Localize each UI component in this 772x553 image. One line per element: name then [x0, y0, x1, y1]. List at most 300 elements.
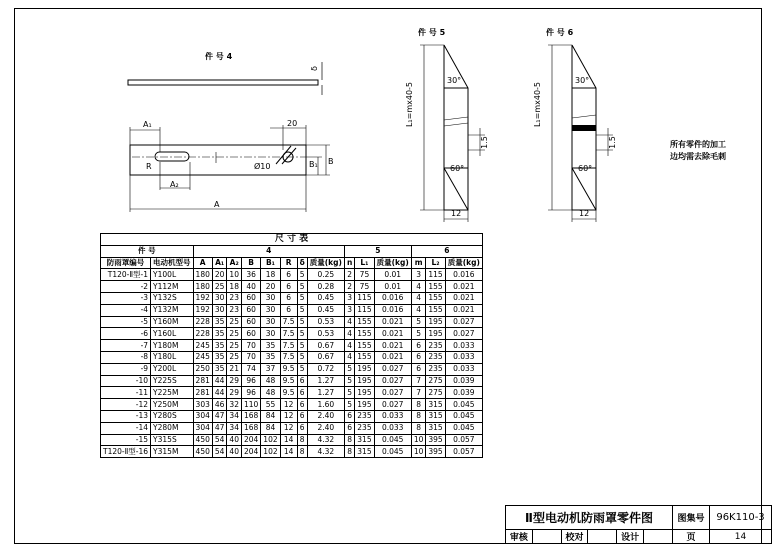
table-cell: Y250M [151, 399, 194, 411]
page-number: 14 [710, 530, 772, 544]
dim-a2: A₂ [170, 180, 179, 189]
table-cell: 4 [411, 292, 426, 304]
table-cell: 0.027 [374, 375, 411, 387]
table-cell: 2 [344, 269, 354, 281]
table-cell: 23 [227, 304, 242, 316]
table-cell: -9 [101, 363, 151, 375]
table-cell: -13 [101, 410, 151, 422]
table-cell: 35 [212, 328, 227, 340]
table-cell: 12 [280, 399, 297, 411]
table-cell: 192 [193, 292, 212, 304]
table-row [101, 399, 483, 411]
part4-side-view [128, 62, 322, 95]
table-cell: -12 [101, 399, 151, 411]
part6-view [548, 45, 613, 222]
table-cell: 48 [261, 375, 280, 387]
table-cell: 0.53 [307, 328, 344, 340]
table-cell: 304 [193, 410, 212, 422]
table-cell: 40 [227, 446, 242, 458]
column-header: B [241, 257, 260, 269]
page-label: 页 [673, 530, 710, 544]
table-cell: 7.5 [280, 340, 297, 352]
table-cell: 8 [411, 422, 426, 434]
table-cell: 315 [426, 422, 445, 434]
table-cell: 4 [344, 340, 354, 352]
table-cell: 10 [411, 446, 426, 458]
table-cell: 9.5 [280, 387, 297, 399]
table-cell: 0.027 [445, 328, 482, 340]
table-cell: 195 [355, 399, 374, 411]
table-cell: 25 [227, 340, 242, 352]
table-cell: 315 [355, 434, 374, 446]
table-cell: 155 [426, 292, 445, 304]
table-cell: -15 [101, 434, 151, 446]
table-cell: 20 [261, 281, 280, 293]
dim-20: 20 [287, 119, 298, 128]
table-cell: 30 [261, 292, 280, 304]
table-cell: 5 [297, 304, 307, 316]
table-cell: 20 [212, 269, 227, 281]
table-cell: 8 [297, 434, 307, 446]
dim-l1-part5: L₁=mx40-5 [405, 81, 415, 128]
table-cell: 6 [297, 387, 307, 399]
table-cell: 6 [297, 422, 307, 434]
table-cell: 9.5 [280, 363, 297, 375]
table-cell: 75 [355, 269, 374, 281]
table-cell: 1.27 [307, 387, 344, 399]
table-cell: 6 [297, 375, 307, 387]
part4-plan-view [130, 125, 330, 212]
table-cell: 34 [227, 422, 242, 434]
table-cell: 450 [193, 446, 212, 458]
table-cell: 0.021 [374, 351, 411, 363]
table-row [101, 351, 483, 363]
table-cell: 5 [297, 281, 307, 293]
table-cell: 0.021 [445, 292, 482, 304]
table-cell: 21 [227, 363, 242, 375]
table-cell: -7 [101, 340, 151, 352]
table-cell: 2 [344, 281, 354, 293]
table-row [101, 410, 483, 422]
table-cell: 168 [241, 422, 260, 434]
check-label: 校对 [561, 530, 588, 544]
table-cell: 0.045 [374, 446, 411, 458]
table-cell: Y112M [151, 281, 194, 293]
column-header: m [411, 257, 426, 269]
table-cell: 6 [344, 422, 354, 434]
atlas-number: 96K110-3 [710, 506, 772, 530]
table-cell: Y160L [151, 328, 194, 340]
table-cell: 155 [355, 316, 374, 328]
table-cell: -3 [101, 292, 151, 304]
table-cell: 44 [212, 387, 227, 399]
check-signature [588, 530, 617, 544]
column-header: B₁ [261, 257, 280, 269]
column-header: R [280, 257, 297, 269]
table-row [101, 387, 483, 399]
table-cell: 7 [411, 387, 426, 399]
table-cell: Y132M [151, 304, 194, 316]
table-cell: 304 [193, 422, 212, 434]
table-cell: 0.021 [374, 328, 411, 340]
review-signature [532, 530, 561, 544]
table-cell: 102 [261, 434, 280, 446]
dim-1-5-part5: 1.5 [479, 136, 489, 149]
table-cell: T120-Ⅱ型-1 [101, 269, 151, 281]
table-cell: 14 [280, 446, 297, 458]
dim-phi10: Ø10 [254, 162, 271, 171]
table-cell: 245 [193, 351, 212, 363]
table-row [101, 328, 483, 340]
table-cell: 6 [411, 363, 426, 375]
table-cell: Y160M [151, 316, 194, 328]
table-cell: 110 [241, 399, 260, 411]
table-row [101, 422, 483, 434]
column-header: A₂ [227, 257, 242, 269]
table-cell: 0.027 [374, 387, 411, 399]
table-cell: 37 [261, 363, 280, 375]
table-cell: 204 [241, 446, 260, 458]
table-cell: 35 [212, 340, 227, 352]
dim-60-part6: 60° [578, 164, 593, 173]
table-cell: 0.45 [307, 292, 344, 304]
table-cell: 5 [297, 292, 307, 304]
table-cell: 228 [193, 328, 212, 340]
table-cell: 315 [355, 446, 374, 458]
table-cell: 102 [261, 446, 280, 458]
dim-delta: δ [309, 66, 319, 71]
table-cell: 14 [280, 434, 297, 446]
table-cell: 315 [426, 399, 445, 411]
table-cell: 0.045 [374, 434, 411, 446]
design-signature [644, 530, 673, 544]
table-group-row: 件 号 4 5 6 [101, 245, 483, 257]
table-cell: 46 [212, 399, 227, 411]
dim-30-part6: 30° [575, 76, 590, 85]
table-cell: 25 [227, 316, 242, 328]
table-cell: 192 [193, 304, 212, 316]
table-row [101, 281, 483, 293]
dim-12-part6: 12 [579, 209, 590, 218]
table-cell: 275 [426, 387, 445, 399]
table-cell: 7.5 [280, 316, 297, 328]
table-cell: 195 [426, 328, 445, 340]
table-row [101, 269, 483, 281]
table-cell: Y200L [151, 363, 194, 375]
table-cell: 96 [241, 387, 260, 399]
table-cell: 1.60 [307, 399, 344, 411]
column-header: L₂ [426, 257, 445, 269]
title-block [505, 505, 772, 544]
table-cell: 5 [297, 269, 307, 281]
table-cell: 60 [241, 328, 260, 340]
table-cell: 235 [426, 351, 445, 363]
table-cell: 18 [261, 269, 280, 281]
table-cell: 0.033 [445, 351, 482, 363]
table-cell: 47 [212, 410, 227, 422]
table-cell: 12 [280, 422, 297, 434]
table-cell: -10 [101, 375, 151, 387]
table-cell: 23 [227, 292, 242, 304]
table-cell: 60 [241, 316, 260, 328]
table-cell: 0.45 [307, 304, 344, 316]
table-cell: 75 [355, 281, 374, 293]
table-cell: 54 [212, 446, 227, 458]
table-cell: 0.027 [374, 399, 411, 411]
table-cell: 74 [241, 363, 260, 375]
table-cell: 35 [212, 363, 227, 375]
table-cell: 6 [280, 292, 297, 304]
table-cell: 204 [241, 434, 260, 446]
dim-r: R [146, 162, 152, 171]
table-cell: 12 [280, 410, 297, 422]
table-cell: 5 [297, 316, 307, 328]
table-row [101, 316, 483, 328]
table-row [101, 304, 483, 316]
table-cell: 281 [193, 387, 212, 399]
table-cell: 30 [261, 316, 280, 328]
table-cell: 450 [193, 434, 212, 446]
table-cell: 195 [426, 316, 445, 328]
table-cell: 44 [212, 375, 227, 387]
table-cell: 54 [212, 434, 227, 446]
table-cell: 60 [241, 304, 260, 316]
table-cell: 30 [212, 304, 227, 316]
table-cell: 1.27 [307, 375, 344, 387]
table-cell: 4 [411, 281, 426, 293]
dim-30-part5: 30° [447, 76, 462, 85]
dimension-table [100, 233, 483, 458]
table-cell: 5 [344, 375, 354, 387]
table-cell: 35 [212, 316, 227, 328]
table-cell: 4 [344, 316, 354, 328]
table-column-header-row [101, 257, 483, 269]
table-cell: 2.40 [307, 410, 344, 422]
table-cell: 18 [227, 281, 242, 293]
column-header: n [344, 257, 354, 269]
table-cell: 60 [241, 292, 260, 304]
table-cell: 30 [261, 328, 280, 340]
table-row [101, 363, 483, 375]
table-cell: 235 [426, 363, 445, 375]
table-cell: 395 [426, 434, 445, 446]
table-cell: 195 [355, 375, 374, 387]
design-label: 设计 [617, 530, 644, 544]
table-cell: 4 [344, 328, 354, 340]
table-cell: -6 [101, 328, 151, 340]
table-cell: 4 [344, 351, 354, 363]
table-cell: 25 [227, 328, 242, 340]
table-cell: 0.28 [307, 281, 344, 293]
table-cell: 34 [227, 410, 242, 422]
dim-1-5-part6: 1.5 [607, 136, 617, 149]
table-cell: 115 [355, 292, 374, 304]
table-cell: 8 [411, 399, 426, 411]
table-cell: 0.67 [307, 340, 344, 352]
table-cell: 5 [344, 399, 354, 411]
table-cell: 0.039 [445, 387, 482, 399]
table-cell: Y132S [151, 292, 194, 304]
table-cell: 4 [411, 304, 426, 316]
table-cell: 32 [227, 399, 242, 411]
table-cell: 7.5 [280, 351, 297, 363]
table-cell: 315 [426, 410, 445, 422]
table-cell: 70 [241, 340, 260, 352]
table-cell: 5 [297, 363, 307, 375]
table-cell: 0.057 [445, 446, 482, 458]
drawing-title: Ⅱ型电动机防雨罩零件图 [506, 506, 673, 530]
table-row [101, 375, 483, 387]
column-header: δ [297, 257, 307, 269]
table-cell: 0.53 [307, 316, 344, 328]
table-cell: 0.045 [445, 410, 482, 422]
processing-note: 所有零件的加工 边均需去除毛刺 [670, 140, 726, 161]
table-cell: 10 [227, 269, 242, 281]
column-header: L₁ [355, 257, 374, 269]
table-cell: 281 [193, 375, 212, 387]
table-cell: 235 [355, 422, 374, 434]
table-cell: Y315M [151, 446, 194, 458]
table-row [101, 446, 483, 458]
table-cell: 0.01 [374, 269, 411, 281]
table-cell: 0.01 [374, 281, 411, 293]
dim-a: A [214, 200, 220, 209]
table-cell: 168 [241, 410, 260, 422]
table-cell: Y280M [151, 422, 194, 434]
part4-label: 件 号 4 [205, 52, 233, 61]
table-cell: 3 [344, 292, 354, 304]
table-cell: 245 [193, 340, 212, 352]
table-cell: 155 [355, 351, 374, 363]
table-cell: 303 [193, 399, 212, 411]
table-cell: Y315S [151, 434, 194, 446]
table-cell: 115 [426, 269, 445, 281]
table-cell: 0.25 [307, 269, 344, 281]
table-cell: 6 [280, 281, 297, 293]
column-header: 质量(kg) [374, 257, 411, 269]
table-cell: 48 [261, 387, 280, 399]
table-cell: 6 [411, 340, 426, 352]
table-cell: 180 [193, 281, 212, 293]
table-row [101, 434, 483, 446]
table-cell: 0.057 [445, 434, 482, 446]
atlas-label: 图集号 [673, 506, 710, 530]
table-cell: Y225S [151, 375, 194, 387]
column-header: A [193, 257, 212, 269]
table-cell: 0.72 [307, 363, 344, 375]
table-cell: 8 [344, 446, 354, 458]
table-cell: 235 [426, 340, 445, 352]
table-cell: 115 [355, 304, 374, 316]
table-cell: 195 [355, 387, 374, 399]
table-cell: -2 [101, 281, 151, 293]
table-cell: 84 [261, 410, 280, 422]
table-cell: 0.016 [445, 269, 482, 281]
table-cell: 228 [193, 316, 212, 328]
table-cell: 36 [241, 269, 260, 281]
table-cell: 0.021 [374, 340, 411, 352]
column-header: 电动机型号 [151, 257, 194, 269]
table-cell: 180 [193, 269, 212, 281]
dim-60-part5: 60° [450, 164, 465, 173]
table-cell: 55 [261, 399, 280, 411]
table-cell: 7 [411, 375, 426, 387]
table-cell: 8 [411, 410, 426, 422]
table-cell: 8 [344, 434, 354, 446]
table-cell: 195 [355, 363, 374, 375]
table-cell: 3 [344, 304, 354, 316]
table-cell: 35 [261, 340, 280, 352]
table-row [101, 292, 483, 304]
dim-b: B [328, 157, 334, 166]
table-cell: 40 [227, 434, 242, 446]
table-cell: 5 [411, 316, 426, 328]
review-label: 审核 [506, 530, 533, 544]
table-cell: 40 [241, 281, 260, 293]
table-cell: -11 [101, 387, 151, 399]
table-cell: 70 [241, 351, 260, 363]
table-cell: 0.021 [374, 316, 411, 328]
table-cell: 6 [344, 410, 354, 422]
table-cell: 29 [227, 375, 242, 387]
table-cell: 5 [344, 387, 354, 399]
table-cell: 0.033 [445, 363, 482, 375]
dim-l1-part6: L₁=mx40-5 [533, 81, 543, 128]
table-cell: 4.32 [307, 434, 344, 446]
table-cell: 395 [426, 446, 445, 458]
column-header: 防雨罩编号 [101, 257, 151, 269]
table-cell: -14 [101, 422, 151, 434]
table-cell: 0.021 [445, 281, 482, 293]
table-cell: 10 [411, 434, 426, 446]
table-cell: 0.033 [374, 410, 411, 422]
table-cell: 155 [355, 340, 374, 352]
table-cell: 6 [280, 304, 297, 316]
table-cell: 4.32 [307, 446, 344, 458]
table-cell: 0.033 [445, 340, 482, 352]
table-cell: Y225M [151, 387, 194, 399]
table-cell: Y100L [151, 269, 194, 281]
dim-a1: A₁ [143, 120, 152, 129]
table-cell: 3 [411, 269, 426, 281]
table-cell: 2.40 [307, 422, 344, 434]
table-cell: 0.016 [374, 292, 411, 304]
table-cell: 0.027 [374, 363, 411, 375]
table-cell: 29 [227, 387, 242, 399]
part5-label: 件 号 5 [418, 28, 446, 37]
table-cell: 155 [426, 304, 445, 316]
table-cell: 5 [297, 328, 307, 340]
table-cell: 30 [261, 304, 280, 316]
table-cell: 47 [212, 422, 227, 434]
table-cell: -4 [101, 304, 151, 316]
table-cell: 0.045 [445, 422, 482, 434]
part6-label: 件 号 6 [546, 28, 574, 37]
dim-12-part5: 12 [451, 209, 462, 218]
table-cell: 6 [297, 399, 307, 411]
table-cell: 5 [297, 351, 307, 363]
table-cell: Y180M [151, 340, 194, 352]
table-cell: 0.67 [307, 351, 344, 363]
column-header: A₁ [212, 257, 227, 269]
table-cell: 0.027 [445, 316, 482, 328]
table-cell: Y180L [151, 351, 194, 363]
table-title-row: 尺 寸 表 [101, 234, 483, 246]
table-row [101, 340, 483, 352]
dim-b1: B₁ [309, 160, 318, 169]
table-cell: 0.021 [445, 304, 482, 316]
table-cell: 0.033 [374, 422, 411, 434]
